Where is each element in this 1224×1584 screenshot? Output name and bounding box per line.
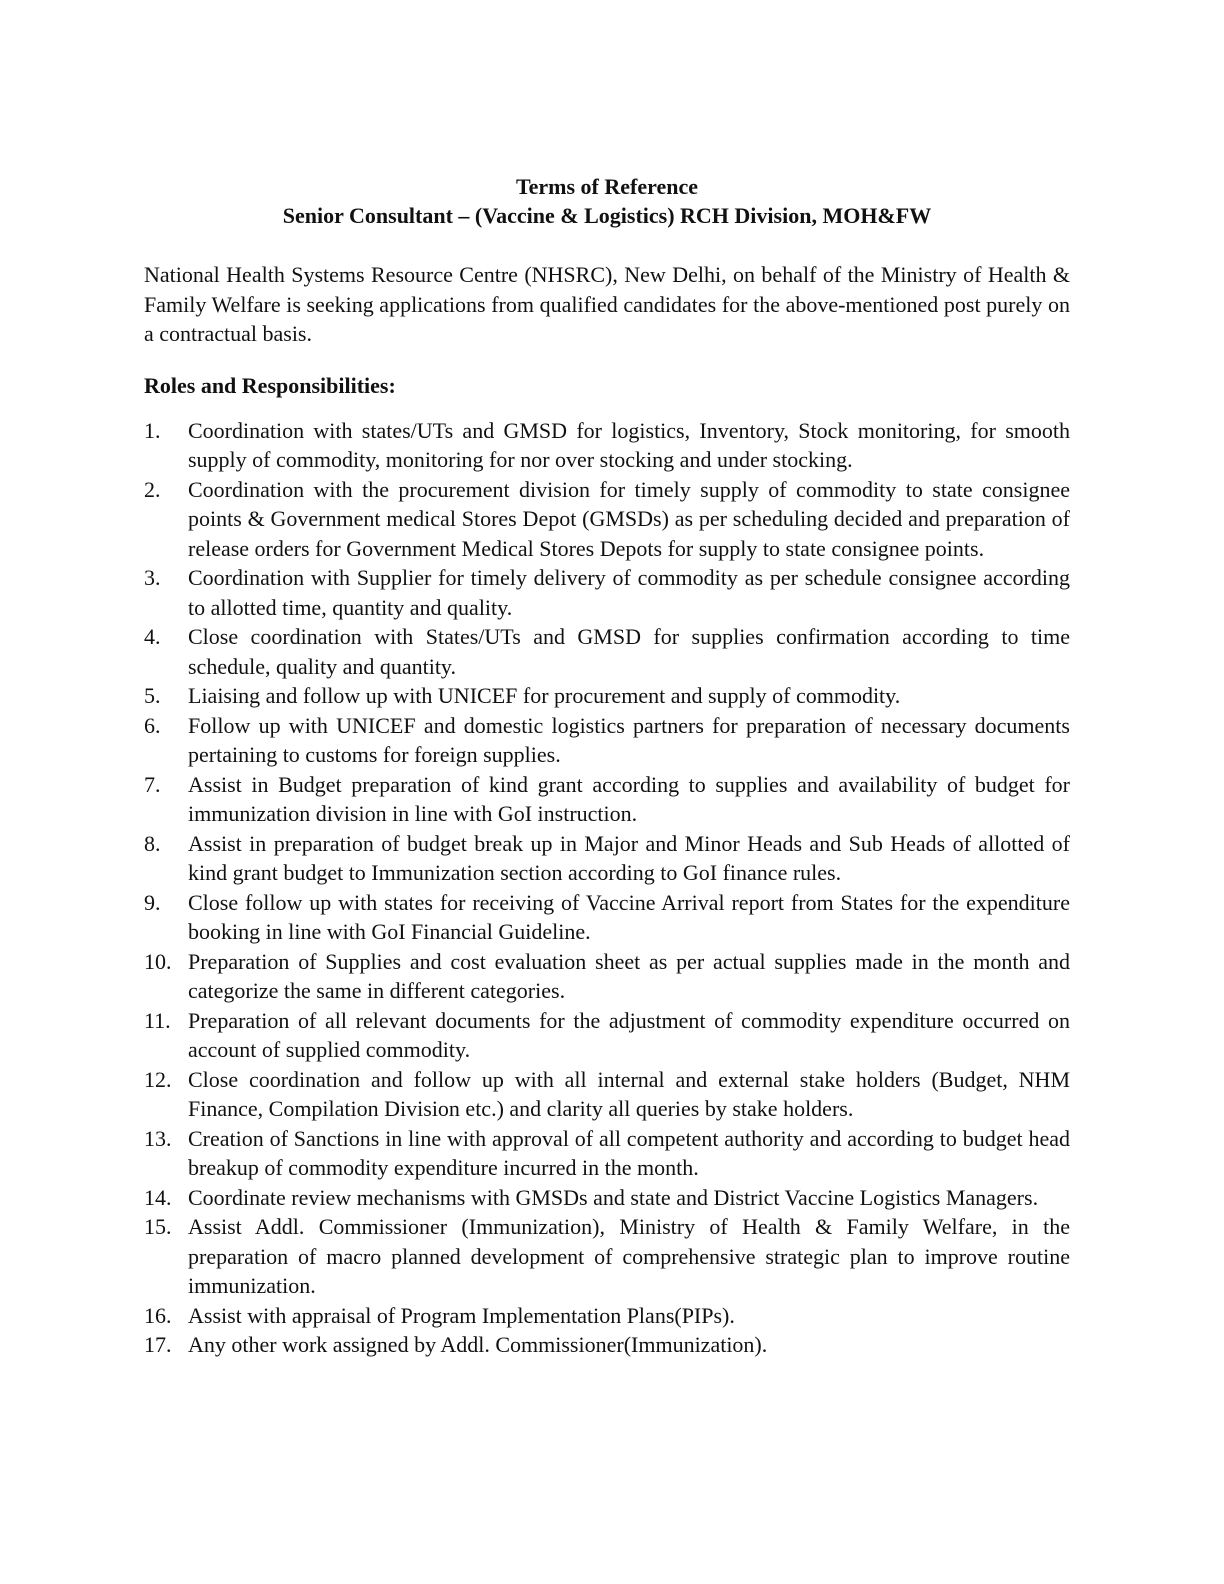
list-item <box>144 888 1070 947</box>
list-item-number: 9. <box>144 889 161 915</box>
list-item <box>144 681 1070 711</box>
document-page <box>144 172 1070 1360</box>
list-item <box>144 1330 1070 1360</box>
list-item-text: Liaising and follow up with UNICEF for procurement and supply of commodity. <box>188 683 901 708</box>
list-item-number: 13. <box>144 1125 172 1151</box>
list-item-number: 8. <box>144 830 161 856</box>
list-item-text: Close coordination and follow up with all internal and external stake holders (Budget, NHM Finance, Compilation Division etc.) and clarity all queries by stake holders. <box>188 1066 1070 1121</box>
roles-heading: Roles and Responsibilities: <box>144 372 396 398</box>
list-item-number: 10. <box>144 948 172 974</box>
intro-paragraph: National Health Systems Resource Centre (NHSRC), New Delhi, on behalf of the Ministry of Health & Family Welfare is seeking applications from qualified candidates for the above-mentioned post purely on a contractual basis. <box>144 262 1070 346</box>
list-item <box>144 829 1070 888</box>
list-item <box>144 1006 1070 1065</box>
list-item-number: 4. <box>144 624 161 649</box>
list-item <box>144 1301 1070 1331</box>
list-item-text: Close coordination with States/UTs and GMSD for supplies confirmation according to time schedule, quality and quantity. <box>188 624 1070 679</box>
list-item-text: Any other work assigned by Addl. Commissioner(Immunization). <box>188 1332 768 1357</box>
list-item <box>144 770 1070 829</box>
list-item <box>144 711 1070 770</box>
list-item-number: 16. <box>144 1302 172 1328</box>
list-item-text: Assist in Budget preparation of kind grant according to supplies and availability of budget for immunization division in line with GoI instruction. <box>188 771 1070 826</box>
list-item <box>144 563 1070 622</box>
list-item-text: Coordination with the procurement division for timely supply of commodity to state consignee points & Government medical Stores Depot (GMSDs) as per scheduling decided and preparation of release orders for Government Medical Stores Depots for supply to state consignee points. <box>188 476 1070 561</box>
list-item-text: Coordination with Supplier for timely delivery of commodity as per schedule consignee according to allotted time, quantity and quality. <box>188 565 1070 620</box>
list-item-number: 5. <box>144 683 161 708</box>
list-item-text: Close follow up with states for receiving of Vaccine Arrival report from States for the expenditure booking in line with GoI Financial Guideline. <box>188 889 1070 944</box>
list-item-text: Follow up with UNICEF and domestic logistics partners for preparation of necessary documents pertaining to customs for foreign supplies. <box>188 712 1070 767</box>
list-item-number: 11. <box>144 1007 171 1033</box>
list-item-number: 3. <box>144 565 161 590</box>
document-subtitle: Senior Consultant – (Vaccine & Logistics) RCH Division, MOH&FW <box>282 203 932 228</box>
list-item-number: 1. <box>144 417 161 443</box>
list-item <box>144 416 1070 475</box>
list-item-text: Creation of Sanctions in line with approval of all competent authority and according to budget head breakup of commodity expenditure incurred in the month. <box>188 1125 1070 1180</box>
list-item-text: Assist with appraisal of Program Implementation Plans(PIPs). <box>188 1302 735 1328</box>
list-item-number: 2. <box>144 476 161 502</box>
list-item-number: 7. <box>144 771 161 797</box>
list-item <box>144 1124 1070 1183</box>
roles-list <box>144 416 1070 1360</box>
list-item-text: Assist in preparation of budget break up in Major and Minor Heads and Sub Heads of allotted of kind grant budget to Immunization section according to GoI finance rules. <box>188 830 1070 885</box>
list-item-number: 14. <box>144 1184 172 1210</box>
list-item-number: 12. <box>144 1066 172 1092</box>
list-item-text: Preparation of all relevant documents for the adjustment of commodity expenditure occurred on account of supplied commodity. <box>188 1007 1070 1062</box>
document-title: Terms of Reference <box>515 174 699 199</box>
list-item-number: 17. <box>144 1332 172 1357</box>
list-item-number: 6. <box>144 712 161 738</box>
list-item <box>144 622 1070 681</box>
list-item-number: 15. <box>144 1214 172 1239</box>
list-item <box>144 1212 1070 1301</box>
list-item <box>144 947 1070 1006</box>
list-item-text: Assist Addl. Commissioner (Immunization), Ministry of Health & Family Welfare, in the preparation of macro planned development of comprehensive strategic plan to improve routine immunization. <box>188 1214 1070 1298</box>
list-item-text: Preparation of Supplies and cost evaluation sheet as per actual supplies made in the month and categorize the same in different categories. <box>188 948 1070 1003</box>
list-item-text: Coordination with states/UTs and GMSD for logistics, Inventory, Stock monitoring, for smooth supply of commodity, monitoring for nor over stocking and under stocking. <box>188 417 1070 472</box>
list-item-text: Coordinate review mechanisms with GMSDs and state and District Vaccine Logistics Managers. <box>188 1184 1039 1210</box>
list-item <box>144 1065 1070 1124</box>
list-item <box>144 1183 1070 1213</box>
list-item <box>144 475 1070 564</box>
